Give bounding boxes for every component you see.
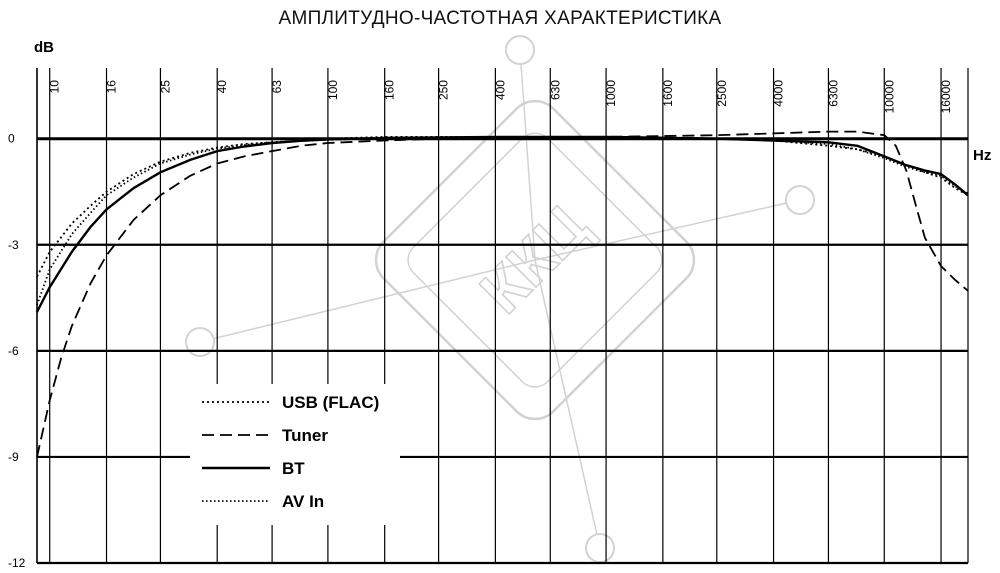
x-tick-label-16000: 16000	[939, 80, 954, 114]
y-tick-label-m12: -12	[8, 556, 26, 570]
x-tick-label-100: 100	[325, 80, 340, 101]
watermark-ray-4	[535, 260, 600, 548]
y-tick-label-0: 0	[8, 131, 15, 146]
x-tick-label-40: 40	[215, 80, 230, 94]
y-tick-label-m3: -3	[8, 237, 19, 252]
x-tick-label-10: 10	[47, 80, 62, 94]
x-tick-label-25: 25	[158, 80, 173, 94]
y-tick-label-m6: -6	[8, 343, 19, 358]
x-axis-label: Hz	[973, 147, 992, 164]
x-tick-label-250: 250	[436, 80, 451, 101]
x-tick-label-160: 160	[382, 80, 397, 101]
x-tick-label-6300: 6300	[826, 80, 841, 107]
watermark-text: ККЦ	[467, 192, 602, 327]
x-tick-label-16: 16	[104, 80, 119, 94]
x-tick-label-1000: 1000	[604, 80, 619, 107]
x-tick-label-400: 400	[493, 80, 508, 101]
x-tick-label-1600: 1600	[660, 80, 675, 107]
x-tick-label-10000: 10000	[882, 80, 897, 114]
legend-label-3: AV In	[282, 492, 325, 511]
legend-label-2: BT	[282, 459, 305, 478]
y-tick-label-m9: -9	[8, 449, 19, 464]
chart-legend	[190, 384, 400, 525]
x-tick-label-63: 63	[270, 80, 285, 94]
x-tick-label-4000: 4000	[771, 80, 786, 107]
x-tick-label-2500: 2500	[714, 80, 729, 107]
watermark-ring-3	[506, 36, 534, 64]
legend-label-1: Tuner	[282, 426, 328, 445]
watermark-ring-4	[586, 534, 614, 562]
y-axis-label: dB	[34, 39, 54, 56]
watermark-ring-2	[786, 186, 814, 214]
chart-title: АМПЛИТУДНО-ЧАСТОТНАЯ ХАРАКТЕРИСТИКА	[278, 8, 722, 29]
legend-label-0: USB (FLAC)	[282, 393, 380, 412]
x-tick-label-630: 630	[548, 80, 563, 101]
